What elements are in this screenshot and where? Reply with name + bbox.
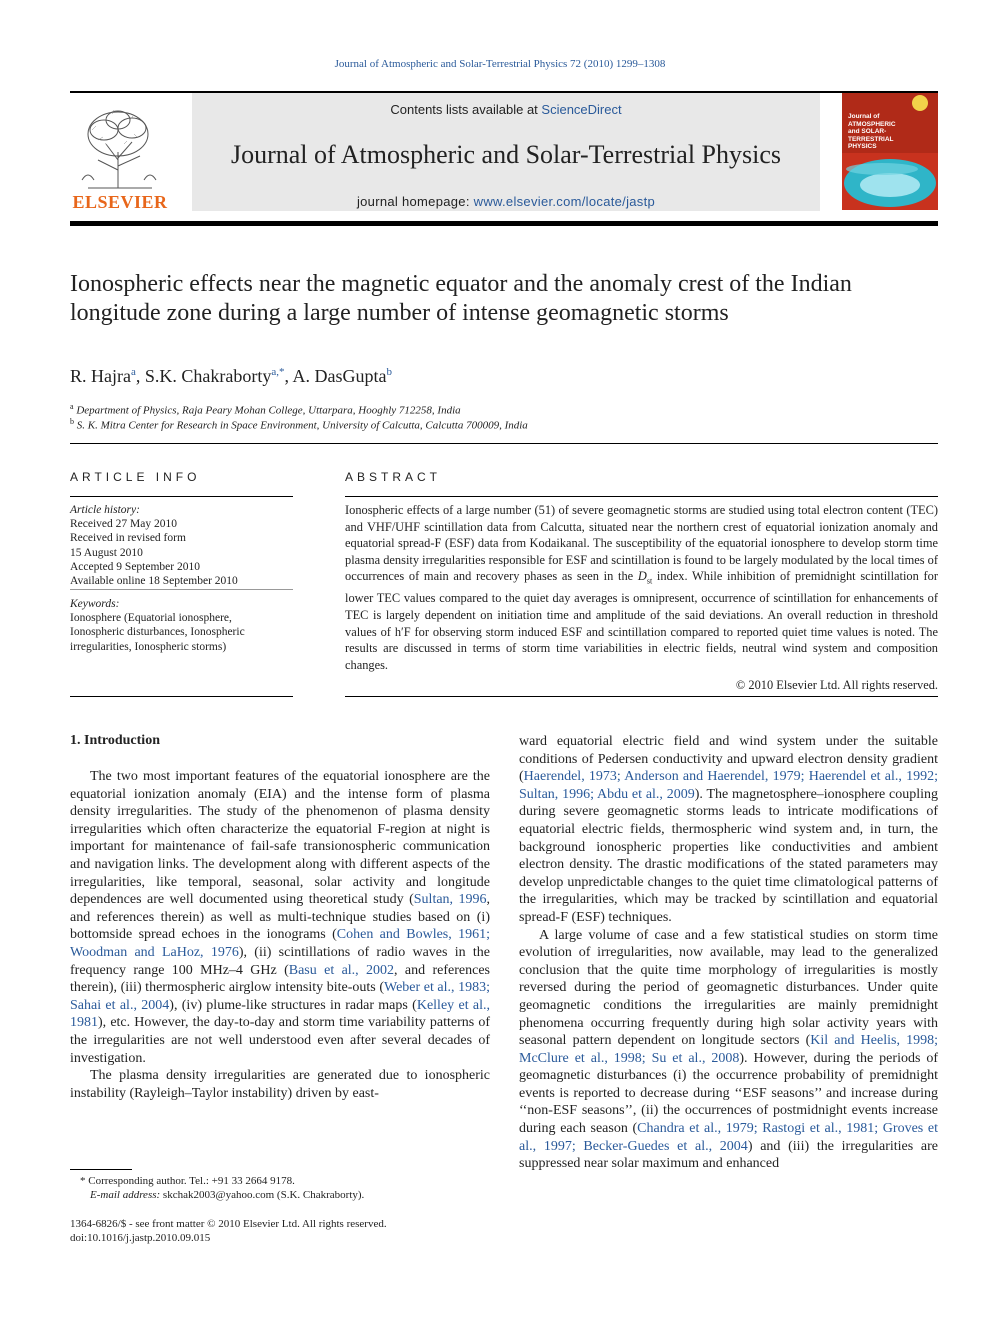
body-column-right: [519, 733, 938, 1173]
abstract-copyright: © 2010 Elsevier Ltd. All rights reserved.: [735, 678, 938, 692]
text-run: , and references therein), (iii) thermospheric airglow intensity bite-outs (: [70, 962, 490, 996]
corresponding-author-note: * Corresponding author. Tel.: +91 33 2664 9178.: [80, 1175, 295, 1187]
keywords-block: [70, 597, 278, 654]
citation-link[interactable]: Basu et al., 2002: [288, 962, 395, 978]
text-run: ). However, during the periods of geomagnetic disturbances (i) the occurrence probability of premidnight events is reported to decrease during ‘‘ESF seasons’’ and increase during ‘‘non-ESF seasons’’, (ii) the occurrences of postmidnight events increase during each season (: [519, 1050, 938, 1137]
author-affil-link[interactable]: a: [130, 366, 136, 378]
email-note: [90, 1188, 364, 1202]
text-run: ward equatorial electric field and wind system under the suitable conditions of Pedersen conductivity and upward electron density gradient (: [519, 734, 938, 785]
abstract-text: [345, 502, 938, 673]
email-label: E-mail address:: [90, 1189, 163, 1201]
cover-title-text: Journal of ATMOSPHERIC and SOLAR-TERRESTRIAL PHYSICS: [848, 113, 896, 150]
journal-cover-image[interactable]: [842, 93, 938, 210]
doi-line[interactable]: doi:10.1016/j.jastp.2010.09.015: [70, 1232, 211, 1244]
homepage-link[interactable]: www.elsevier.com/locate/jastp: [473, 194, 656, 209]
text-run: ), (ii) scintillations of radio waves in the frequency range 100 MHz–4 GHz (: [70, 944, 491, 978]
article-info-rule: [70, 496, 293, 497]
abstract-part: Ionospheric effects of a large number (51) of severe geomagnetic storms are studied using total electron content (TEC) and VHF/UHF scintillation data from Calcutta, situated near the northern crest of equatorial ionization anomaly and equatorial spread-F (ESF) data from Kodaikanal. The susceptibility of the equatorial ionosphere to develop storm time plasma density irregularities responsible for ESF and scintillation is found to be largely modulated by the local times of occurrences of main and recovery phases as seen in the: [345, 503, 938, 584]
contents-prefix: Contents lists available at: [390, 102, 542, 117]
citation-link[interactable]: Weber et al., 1983; Sahai et al., 2004: [70, 980, 491, 1013]
citation-link[interactable]: Kelley et al., 1981: [70, 997, 491, 1031]
affiliation: [70, 402, 461, 417]
text-run: , and references therein) as well as multi-technique studies based on (i) bottomside spread echoes in the ionograms (: [70, 892, 491, 943]
sciencedirect-link[interactable]: ScienceDirect: [541, 102, 622, 117]
email-address[interactable]: skchak2003@yahoo.com (S.K. Chakraborty).: [162, 1189, 365, 1201]
paragraph: [70, 1067, 490, 1102]
section-divider: [70, 443, 938, 444]
author-list: R. Hajra$^a$, S.K. Chakraborty$^{a,*}$, A. DasGupta$^b$: [70, 366, 392, 386]
abstract-bottom-rule: [345, 696, 938, 697]
author-affil-link[interactable]: b: [386, 366, 392, 378]
author-affil-link[interactable]: a,*: [271, 366, 285, 378]
keywords-label: Keywords:: [70, 598, 120, 610]
history-line: Received in revised form: [70, 532, 186, 545]
text-run: The two most important features of the equatorial ionosphere are the equatorial ionization anomaly (EIA) and the intense form of plasma density irregularities. The study of the phenomenon of plasma density irregularities which often characterize the equatorial F-region at night is important for maintenance of fail-safe transionospheric communication and navigation links. The development along with different aspects of the irregularities, like temporal, seasonal, solar activity and longitude dependences are well documented using theoretical study (: [70, 769, 490, 908]
footnote-rule: [70, 1169, 132, 1170]
text-run: ), (iv) plume-like structures in radar maps (: [169, 997, 417, 1013]
article-title: Ionospheric effects near the magnetic equator and the anomaly crest of the Indian longitude zone during a large number of intense geomagnetic storms: [70, 271, 852, 326]
citation-link[interactable]: Haerendel, 1973; Anderson and Haerendel, 1979; Haerendel et al., 1992; Sultan, 1996; Abdu et al., 2009: [519, 769, 938, 802]
contents-line: [192, 102, 820, 117]
history-line: Received 27 May 2010: [70, 518, 177, 531]
dst-symbol: D: [637, 569, 647, 584]
paragraph: [519, 927, 938, 1173]
paragraph: [519, 733, 938, 927]
author-name: R. Hajra: [70, 366, 131, 386]
history-line: Accepted 9 September 2010: [70, 560, 200, 573]
article-info-bottom-rule: [70, 696, 293, 697]
citation-link[interactable]: Sultan, 1996: [413, 892, 487, 908]
affiliation-text: S. K. Mitra Center for Research in Space Environment, University of Calcutta, Calcutta 700009, India: [76, 419, 528, 432]
article-history: [70, 503, 293, 588]
citation-link[interactable]: Chandra et al., 1979; Rastogi et al., 1981; Groves et al., 1997; Becker-Guedes et al., 2004: [519, 1121, 938, 1154]
history-label: Article history:: [70, 504, 140, 516]
affiliation-marker: a: [70, 402, 74, 411]
publisher-logo-text[interactable]: ELSEVIER: [72, 192, 168, 212]
journal-title: Journal of Atmospheric and Solar-Terrestrial Physics: [230, 140, 782, 169]
section-heading-introduction: 1. Introduction: [70, 733, 160, 748]
homepage-prefix: journal homepage:: [356, 194, 474, 209]
affiliation-marker: b: [70, 417, 74, 426]
keywords-text: Ionosphere (Equatorial ionosphere, Ionospheric disturbances, Ionospheric irregularities, Ionospheric storms): [70, 612, 245, 653]
abstract-rule: [345, 496, 938, 497]
author-name: A. DasGupta: [292, 366, 387, 386]
citation-link[interactable]: Cohen and Bowles, 1961; Woodman and LaHoz, 1976: [70, 927, 490, 960]
keywords-rule: [70, 589, 293, 590]
issn-line: 1364-6826/$ - see front matter © 2010 Elsevier Ltd. All rights reserved.: [70, 1218, 387, 1230]
article-info-heading: ARTICLE INFO: [70, 470, 201, 484]
body-column-left: [70, 768, 490, 1102]
text-run: ). The magnetosphere–ionosphere coupling during severe geomagnetic storms leads to intricate modifications of equatorial electric fields, thermospheric wind system and, in turn, the background ionospheric properties like conductivities and ambient electron density. The drastic modifications of the stated parameters may develop unpredictable changes to the quiet time climatological patterns of the irregularities, which may be tracked by scintillation and equatorial spread-F (ESF) techniques.: [519, 786, 939, 925]
history-line: 15 August 2010: [70, 546, 143, 559]
text-run: ), etc. However, the day-to-day and storm time variability patterns of the irregularities are not well understood even after several decades of investigation.: [70, 1015, 490, 1066]
journal-citation[interactable]: Journal of Atmospheric and Solar-Terrestrial Physics 72 (2010) 1299–1308: [334, 58, 666, 70]
dst-subscript: st: [646, 576, 653, 586]
homepage-line: [192, 194, 820, 209]
affiliation-text: Department of Physics, Raja Peary Mohan College, Uttarpara, Hooghly 712258, India: [76, 404, 461, 417]
affiliation: [70, 417, 528, 432]
text-run: A large volume of case and a few statistical studies on storm time evolution of irregularities, now available, may lead to the generalized conclusion that the quite time morphology of irregularities is mostly reversed during the period of geomagnetic disturbances. Under quite geomagnetic conditions the irregularities are mainly premidnight phenomena occurring frequently during high solar activity years with seasonal pattern dependent on longitude sectors (: [519, 927, 938, 1049]
author-name: S.K. Chakraborty: [144, 366, 272, 386]
abstract-heading: ABSTRACT: [345, 470, 442, 484]
header-thick-rule: [70, 221, 938, 226]
abstract-part: index. While inhibition of premidnight scintillation for lower TEC values compared to the quiet day averages is omnipresent, occurrence of scintillation for enhancements of TEC is largely dependent on initiation time and amplitude of the said deviations. An overall reduction in threshold values of h′F for observing storm induced ESF and scintillation compared to reported quiet time values is noted. The results are discussed in terms of storm time variabilities in electric fields, neutral wind system and composition changes.: [345, 569, 938, 672]
paragraph: [70, 768, 490, 1067]
history-line: Available online 18 September 2010: [70, 575, 238, 588]
text-run: The plasma density irregularities are generated due to ionospheric instability (Rayleigh–Taylor instability) driven by east-: [70, 1068, 490, 1101]
citation-link[interactable]: Kil and Heelis, 1998; McClure et al., 1998; Su et al., 2008: [519, 1033, 939, 1066]
text-run: ) and (iii) the irregularities are suppressed near solar maximum and enhanced: [519, 1138, 938, 1172]
